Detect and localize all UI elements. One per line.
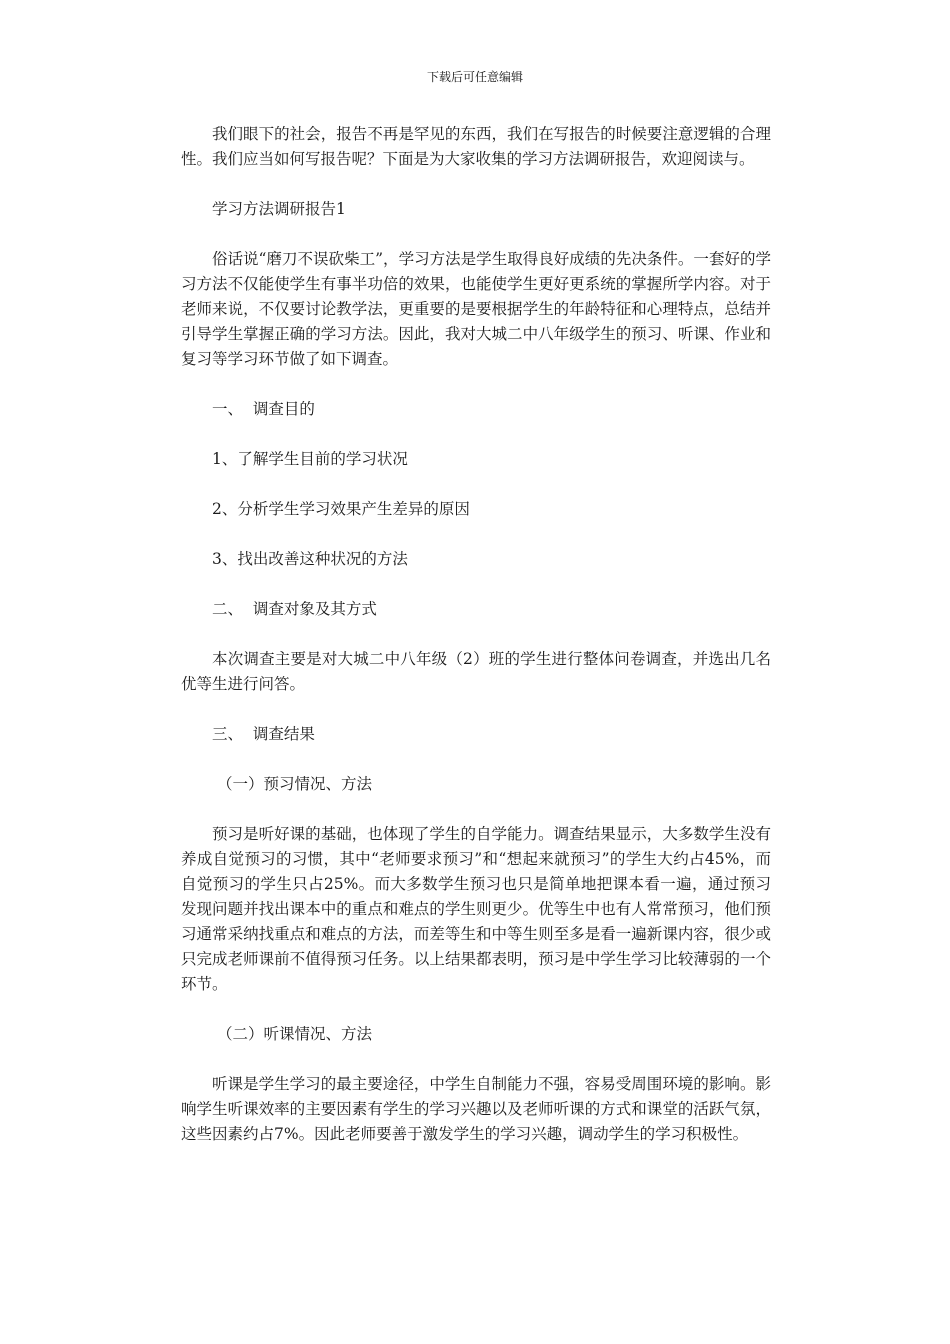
subsection-1-paragraph: 预习是听好课的基础，也体现了学生的自学能力。调查结果显示，大多数学生没有养成自觉预习的习惯，其中“老师要求预习”和“想起来就预习”的学生大约占45%，而自觉预习的学生只占25%。而大多数学生预习也只是简单地把课本看一遍，通过预习发现问题并找出课本中的重点和难点的学生则更少。优等生中也有人常常预习，他们预习通常采纳找重点和难点的方法，而差等生和中等生则至多是看一遍新课内容，很少或只完成老师课前不值得预习任务。以上结果都表明，预习是中学生学习比较薄弱的一个环节。	[181, 825, 771, 993]
section-2-paragraph: 本次调查主要是对大城二中八年级（2）班的学生进行整体问卷调查，并选出几名优等生进行问答。	[181, 650, 771, 693]
report-title: 学习方法调研报告1	[212, 200, 346, 218]
purpose-item-3: 3、找出改善这种状况的方法	[212, 550, 408, 568]
subsection-2-heading: （二）听课情况、方法	[217, 1025, 373, 1043]
intro-paragraph: 我们眼下的社会，报告不再是罕见的东西，我们在写报告的时候要注意逻辑的合理性。我们应当如何写报告呢？下面是为大家收集的学习方法调研报告，欢迎阅读与。	[181, 125, 771, 168]
subsection-1-heading: （一）预习情况、方法	[217, 775, 373, 793]
background-paragraph: 俗话说“磨刀不误砍柴工”，学习方法是学生取得良好成绩的先决条件。一套好的学习方法不仅能使学生有事半功倍的效果，也能使学生更好更系统的掌握所学内容。对于老师来说，不仅要讨论教学法，更重要的是要根据学生的年龄特征和心理特点，总结并引导学生掌握正确的学习方法。因此，我对大城二中八年级学生的预习、听课、作业和复习等学习环节做了如下调查。	[181, 250, 771, 368]
document-body	[181, 122, 771, 1172]
section-1-heading: 一、 调查目的	[212, 400, 315, 418]
purpose-item-1: 1、了解学生目前的学习状况	[212, 450, 408, 468]
subsection-2-paragraph: 听课是学生学习的最主要途径，中学生自制能力不强，容易受周围环境的影响。影响学生听课效率的主要因素有学生的学习兴趣以及老师听课的方式和课堂的活跃气氛，这些因素约占7%。因此老师要善于激发学生的学习兴趣，调动学生的学习积极性。	[181, 1075, 771, 1143]
header-note: 下载后可任意编辑	[426, 70, 523, 84]
section-3-heading: 三、 调查结果	[212, 725, 315, 743]
section-2-heading: 二、 调查对象及其方式	[212, 600, 377, 618]
purpose-item-2: 2、分析学生学习效果产生差异的原因	[212, 500, 470, 518]
